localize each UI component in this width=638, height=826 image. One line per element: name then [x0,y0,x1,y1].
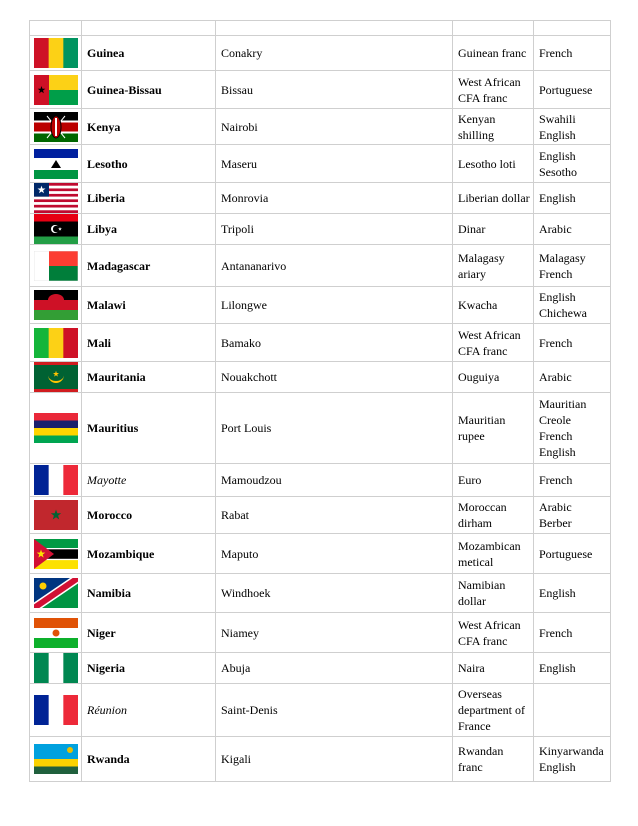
currency-cell: Ouguiya [453,362,534,393]
country-name-cell: Guinea [82,36,216,71]
currency-cell: Mauritian rupee [453,393,534,464]
currency-cell: West African CFA franc [453,613,534,653]
france-flag-icon [34,465,78,495]
capital-cell: Rabat [216,497,453,534]
niger-flag-icon [34,618,78,648]
lesotho-flag-icon [34,149,78,179]
table-row [30,145,611,183]
currency-cell: Naira [453,653,534,684]
country-name-cell: Mauritius [82,393,216,464]
currency-cell: Malagasy ariary [453,245,534,287]
country-name-cell: Mozambique [82,534,216,574]
language-cell: English [534,574,611,613]
table-row [30,737,611,782]
flag-cell [30,183,82,214]
table-row [30,684,611,737]
language-cell [534,21,611,36]
table-row [30,214,611,245]
rwanda-flag-icon [34,744,78,774]
table-row [30,574,611,613]
table-row [30,393,611,464]
language-cell: French [534,464,611,497]
country-name-cell: Niger [82,613,216,653]
country-name-cell: Rwanda [82,737,216,782]
capital-cell: Bamako [216,324,453,362]
country-name-cell: Lesotho [82,145,216,183]
capital-cell: Tripoli [216,214,453,245]
flag-cell [30,21,82,36]
country-name-cell: Réunion [82,684,216,737]
language-cell [534,684,611,737]
flag-cell [30,362,82,393]
flag-cell [30,324,82,362]
capital-cell: Monrovia [216,183,453,214]
flag-cell [30,109,82,145]
language-cell: Arabic [534,362,611,393]
flag-cell [30,245,82,287]
morocco-flag-icon [34,500,78,530]
capital-cell: Nairobi [216,109,453,145]
currency-cell: Overseas department of France [453,684,534,737]
flag-cell [30,613,82,653]
currency-cell: Euro [453,464,534,497]
table-row [30,109,611,145]
capital-cell: Kigali [216,737,453,782]
capital-cell: Niamey [216,613,453,653]
flag-cell [30,684,82,737]
flag-cell [30,71,82,109]
country-name-cell: Nigeria [82,653,216,684]
currency-cell: Lesotho loti [453,145,534,183]
kenya-flag-icon [34,112,78,142]
flag-cell [30,214,82,245]
language-cell: Arabic Berber [534,497,611,534]
currency-cell: West African CFA franc [453,71,534,109]
table-row [30,497,611,534]
table-row [30,464,611,497]
countries-table [29,20,611,782]
libya-flag-icon [34,214,78,244]
mauritania-flag-icon [34,362,78,392]
table-row [30,245,611,287]
country-name-cell: Malawi [82,287,216,324]
capital-cell: Port Louis [216,393,453,464]
capital-cell: Saint-Denis [216,684,453,737]
table-row [30,21,611,36]
flag-cell [30,287,82,324]
capital-cell: Antananarivo [216,245,453,287]
country-name-cell: Kenya [82,109,216,145]
table-row [30,71,611,109]
flag-cell [30,534,82,574]
nigeria-flag-icon [34,653,78,683]
table-row [30,324,611,362]
country-name-cell: Morocco [82,497,216,534]
language-cell: Portuguese [534,71,611,109]
language-cell: Portuguese [534,534,611,574]
guinea-flag-icon [34,38,78,68]
currency-cell: West African CFA franc [453,324,534,362]
language-cell: Malagasy French [534,245,611,287]
country-name-cell: Namibia [82,574,216,613]
namibia-flag-icon [34,578,78,608]
table-row [30,613,611,653]
language-cell: English [534,653,611,684]
country-name-cell: Liberia [82,183,216,214]
language-cell: French [534,324,611,362]
table-row [30,534,611,574]
mali-flag-icon [34,328,78,358]
language-cell: French [534,613,611,653]
currency-cell: Mozambican metical [453,534,534,574]
currency-cell: Kwacha [453,287,534,324]
currency-cell: Rwandan franc [453,737,534,782]
capital-cell: Nouakchott [216,362,453,393]
flag-cell [30,393,82,464]
table-row [30,362,611,393]
mauritius-flag-icon [34,413,78,443]
countries-table-body [30,21,611,782]
country-name-cell [82,21,216,36]
language-cell: Swahili English [534,109,611,145]
language-cell: English Sesotho [534,145,611,183]
flag-cell [30,464,82,497]
capital-cell: Lilongwe [216,287,453,324]
currency-cell: Namibian dollar [453,574,534,613]
table-row [30,287,611,324]
language-cell: English [534,183,611,214]
country-name-cell: Mali [82,324,216,362]
table-row [30,653,611,684]
language-cell: Arabic [534,214,611,245]
malawi-flag-icon [34,290,78,320]
country-name-cell: Libya [82,214,216,245]
capital-cell [216,21,453,36]
capital-cell: Mamoudzou [216,464,453,497]
country-name-cell: Madagascar [82,245,216,287]
capital-cell: Conakry [216,36,453,71]
capital-cell: Abuja [216,653,453,684]
language-cell: Kinyarwanda English [534,737,611,782]
language-cell: French [534,36,611,71]
country-name-cell: Guinea-Bissau [82,71,216,109]
currency-cell: Dinar [453,214,534,245]
flag-cell [30,737,82,782]
currency-cell: Liberian dollar [453,183,534,214]
mozambique-flag-icon [34,539,78,569]
currency-cell [453,21,534,36]
flag-cell [30,653,82,684]
flag-cell [30,574,82,613]
table-row [30,36,611,71]
guinea-bissau-flag-icon [34,75,78,105]
capital-cell: Windhoek [216,574,453,613]
capital-cell: Maseru [216,145,453,183]
flag-cell [30,497,82,534]
language-cell: English Chichewa [534,287,611,324]
liberia-flag-icon [34,183,78,213]
currency-cell: Moroccan dirham [453,497,534,534]
table-row [30,183,611,214]
capital-cell: Maputo [216,534,453,574]
madagascar-flag-icon [34,251,78,281]
flag-cell [30,36,82,71]
france-flag-icon [34,695,78,725]
country-name-cell: Mayotte [82,464,216,497]
currency-cell: Guinean franc [453,36,534,71]
language-cell: Mauritian Creole French English [534,393,611,464]
country-name-cell: Mauritania [82,362,216,393]
currency-cell: Kenyan shilling [453,109,534,145]
capital-cell: Bissau [216,71,453,109]
flag-cell [30,145,82,183]
